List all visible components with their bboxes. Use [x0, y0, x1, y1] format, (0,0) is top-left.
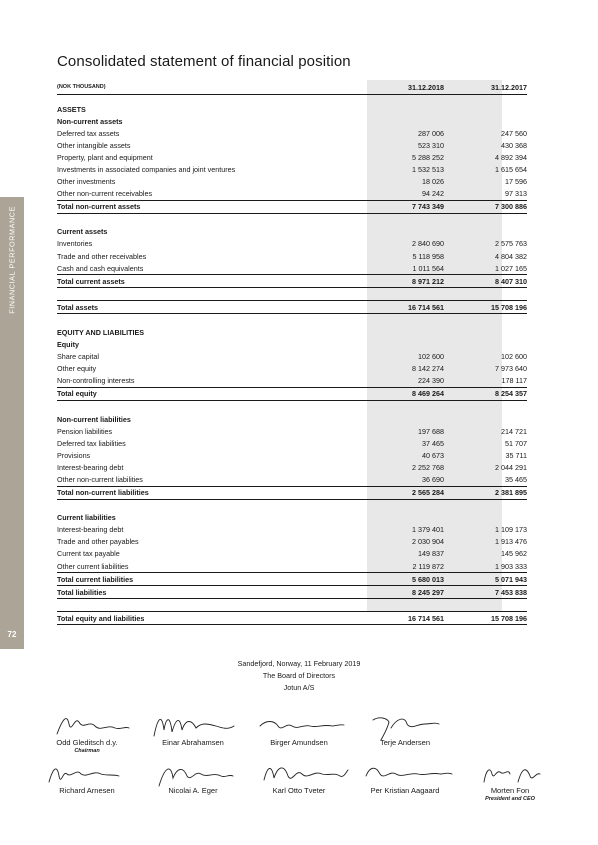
- board-label: The Board of Directors: [262, 671, 336, 680]
- table-row: [57, 103, 527, 115]
- value-2017: 8 254 357: [495, 389, 527, 399]
- value-2018: 287 006: [418, 128, 444, 138]
- table-row: [57, 188, 527, 200]
- signatory-name: Per Kristian Aagaard: [370, 786, 440, 795]
- signatory-role: Chairman: [74, 748, 100, 754]
- value-2018: 102 600: [418, 352, 444, 362]
- table-header-row: [57, 80, 527, 95]
- table-row: [57, 176, 527, 188]
- table-row: [57, 413, 527, 425]
- value-2018: 5 680 013: [412, 574, 444, 584]
- row-label: Trade and other receivables: [57, 251, 147, 261]
- value-2018: 8 245 297: [412, 587, 444, 597]
- row-label: Property, plant and equipment: [57, 152, 153, 162]
- value-2017: 247 560: [501, 128, 527, 138]
- value-2018: 149 837: [418, 549, 444, 559]
- value-2017: 214 721: [501, 426, 527, 436]
- value-2018: 37 465: [422, 438, 444, 448]
- value-2018: 7 743 349: [412, 202, 444, 212]
- value-2018: 8 469 264: [412, 389, 444, 399]
- row-label: Other current liabilities: [57, 561, 129, 571]
- value-2017: 1 913 476: [495, 537, 527, 547]
- signatory-name: Nicolai A. Eger: [168, 786, 218, 795]
- table-row: [57, 560, 527, 572]
- row-label: Other investments: [57, 177, 116, 187]
- table-row: [57, 486, 527, 500]
- table-row: [57, 139, 527, 151]
- value-2017: 1 109 173: [495, 525, 527, 535]
- table-row: [57, 238, 527, 250]
- table-row: [57, 611, 527, 625]
- table-row: [57, 449, 527, 461]
- unit-label: (NOK THOUSAND): [57, 84, 106, 90]
- column-header-2017: 31.12.2017: [491, 82, 527, 92]
- table-body: [57, 103, 527, 625]
- table-row: [57, 326, 527, 338]
- value-2017: 15 708 196: [491, 613, 527, 623]
- signatory-role: President and CEO: [485, 796, 535, 802]
- row-label: Deferred tax assets: [57, 128, 120, 138]
- value-2017: 2 575 763: [495, 239, 527, 249]
- value-2018: 1 011 564: [412, 263, 444, 273]
- value-2018: 2 840 690: [412, 239, 444, 249]
- signatory-name: Richard Arnesen: [59, 786, 115, 795]
- value-2018: 94 242: [422, 189, 444, 199]
- row-label: Total non-current assets: [57, 202, 141, 212]
- table-row: [57, 262, 527, 274]
- signatory-name: Odd Gleditsch d.y.: [56, 738, 118, 747]
- value-2018: 8 142 274: [412, 364, 444, 374]
- page-number: 72: [7, 630, 17, 639]
- value-2017: 7 453 838: [495, 587, 527, 597]
- value-2017: 7 973 640: [495, 364, 527, 374]
- table-row: [57, 127, 527, 139]
- signatory-name: Einar Abrahamsen: [162, 738, 224, 747]
- value-2017: 8 407 310: [495, 276, 527, 286]
- row-label: Equity: [57, 340, 79, 350]
- value-2017: 7 300 886: [495, 202, 527, 212]
- row-label: Total current liabilities: [57, 574, 134, 584]
- signatory-name: Birger Amundsen: [270, 738, 328, 747]
- table-row: [57, 226, 527, 238]
- value-2017: 430 368: [501, 140, 527, 150]
- value-2017: 51 707: [505, 438, 527, 448]
- place-date: Sandefjord, Norway, 11 February 2019: [237, 659, 361, 668]
- row-label: Total current assets: [57, 276, 125, 286]
- value-2017: 178 117: [501, 376, 527, 386]
- table-row: [57, 536, 527, 548]
- value-2017: 1 903 333: [495, 561, 527, 571]
- page-title: Consolidated statement of financial position: [57, 53, 351, 70]
- value-2017: 102 600: [501, 352, 527, 362]
- table-row: [57, 425, 527, 437]
- table-row: [57, 351, 527, 363]
- value-2017: 4 804 382: [495, 251, 527, 261]
- row-label: Investments in associated companies and joint ventures: [57, 165, 236, 175]
- row-label: Total non-current liabilities: [57, 488, 149, 498]
- row-label: Non-current liabilities: [57, 414, 131, 424]
- value-2018: 5 118 958: [412, 251, 444, 261]
- row-label: Interest-bearing debt: [57, 525, 124, 535]
- table-row: [57, 200, 527, 214]
- value-2017: 17 596: [505, 177, 527, 187]
- table-row: [57, 274, 527, 288]
- value-2017: 2 381 895: [495, 488, 527, 498]
- row-label: Other equity: [57, 364, 97, 374]
- row-label: Current assets: [57, 227, 108, 237]
- row-label: Inventories: [57, 239, 93, 249]
- row-label: Total assets: [57, 302, 99, 312]
- value-2018: 2 565 284: [412, 488, 444, 498]
- table-row: [57, 163, 527, 175]
- table-row: [57, 461, 527, 473]
- value-2018: 18 026: [422, 177, 444, 187]
- row-label: EQUITY AND LIABILITIES: [57, 327, 145, 337]
- signatory-name: Karl Otto Tveter: [272, 786, 326, 795]
- row-label: Provisions: [57, 450, 91, 460]
- table-row: [57, 512, 527, 524]
- table-row: [57, 115, 527, 127]
- row-label: ASSETS: [57, 104, 86, 114]
- value-2017: 15 708 196: [491, 302, 527, 312]
- table-row: [57, 524, 527, 536]
- row-label: Other non-current receivables: [57, 189, 153, 199]
- row-label: Deferred tax liabilities: [57, 438, 126, 448]
- table-row: [57, 473, 527, 485]
- table-row: [57, 300, 527, 314]
- table-row: [57, 151, 527, 163]
- row-label: Pension liabilities: [57, 426, 113, 436]
- table-row: [57, 339, 527, 351]
- signatory-name: Terje Andersen: [379, 738, 431, 747]
- value-2018: 5 288 252: [412, 152, 444, 162]
- row-label: Current liabilities: [57, 513, 116, 523]
- signatory-name: Morten Fon: [490, 786, 530, 795]
- value-2018: 1 379 401: [412, 525, 444, 535]
- row-label: Non-controlling interests: [57, 376, 135, 386]
- table-row: [57, 548, 527, 560]
- row-label: Other non-current liabilities: [57, 474, 143, 484]
- value-2018: 40 673: [422, 450, 444, 460]
- table-row: [57, 572, 527, 586]
- value-2017: 5 071 943: [495, 574, 527, 584]
- value-2018: 2 119 872: [412, 561, 444, 571]
- table-row: [57, 437, 527, 449]
- value-2018: 16 714 561: [408, 302, 444, 312]
- value-2017: 35 711: [505, 450, 527, 460]
- row-label: Interest-bearing debt: [57, 462, 124, 472]
- company-name: Jotun A/S: [283, 683, 315, 692]
- row-label: Total equity: [57, 389, 97, 399]
- row-label: Total equity and liabilities: [57, 613, 145, 623]
- value-2018: 197 688: [418, 426, 444, 436]
- value-2018: 1 532 513: [412, 165, 444, 175]
- row-label: Cash and cash equivalents: [57, 263, 144, 273]
- row-label: Non-current assets: [57, 116, 123, 126]
- value-2018: 224 390: [418, 376, 444, 386]
- row-label: Share capital: [57, 352, 99, 362]
- value-2017: 4 892 394: [495, 152, 527, 162]
- table-row: [57, 375, 527, 387]
- section-label: FINANCIAL PERFORMANCE: [7, 206, 17, 314]
- table-row: [57, 586, 527, 599]
- table-row: [57, 250, 527, 262]
- value-2018: 16 714 561: [408, 613, 444, 623]
- financial-statement-table: [57, 80, 527, 625]
- value-2018: 2 030 904: [412, 537, 444, 547]
- value-2017: 35 465: [505, 474, 527, 484]
- value-2017: 1 027 165: [495, 263, 527, 273]
- value-2018: 2 252 768: [412, 462, 444, 472]
- value-2017: 97 313: [505, 189, 527, 199]
- value-2017: 1 615 654: [495, 165, 527, 175]
- value-2018: 36 690: [422, 474, 444, 484]
- value-2018: 523 310: [418, 140, 444, 150]
- row-label: Other intangible assets: [57, 140, 131, 150]
- value-2017: 145 962: [501, 549, 527, 559]
- value-2017: 2 044 291: [495, 462, 527, 472]
- column-header-2018: 31.12.2018: [408, 82, 444, 92]
- row-label: Total liabilities: [57, 587, 107, 597]
- table-row: [57, 387, 527, 401]
- row-label: Current tax payable: [57, 549, 120, 559]
- table-row: [57, 363, 527, 375]
- value-2018: 8 971 212: [412, 276, 444, 286]
- row-label: Trade and other payables: [57, 537, 139, 547]
